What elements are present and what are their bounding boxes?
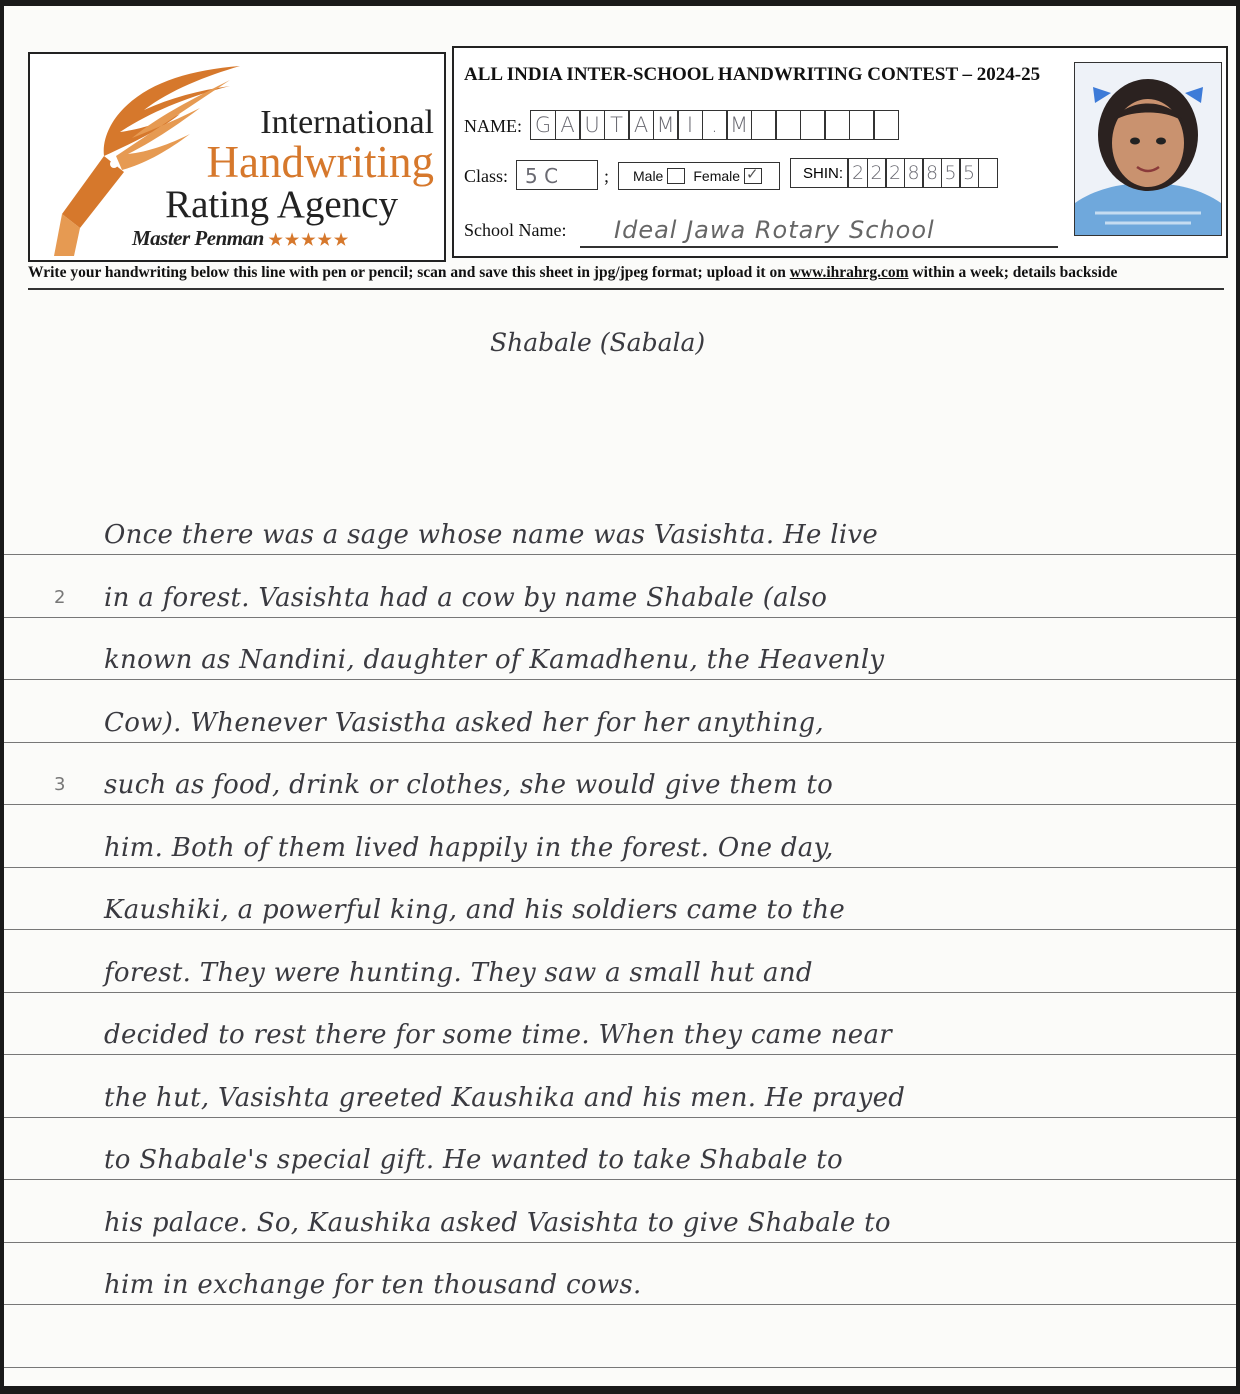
- logo-line-4: [132, 226, 350, 251]
- shin-char-cell[interactable]: 5: [959, 158, 979, 188]
- essay-line: him in exchange for ten thousand cows.: [104, 1270, 642, 1300]
- gender-field: [618, 162, 780, 190]
- essay-title: Shabale (Sabala): [490, 328, 706, 357]
- ruled-line: [4, 929, 1236, 930]
- ruled-line: [4, 804, 1236, 805]
- essay-line: forest. They were hunting. They saw a small hut and: [104, 958, 813, 988]
- class-label: Class:: [464, 166, 509, 186]
- name-char-cell[interactable]: G: [530, 110, 556, 140]
- essay-line: decided to rest there for some time. When they came near: [104, 1020, 892, 1050]
- separator: ;: [604, 166, 610, 186]
- logo-master-penman: Master Penman: [132, 226, 264, 250]
- female-checkbox[interactable]: [744, 168, 762, 184]
- ruled-line: [4, 742, 1236, 743]
- class-field[interactable]: 5 C: [516, 160, 598, 190]
- name-char-cell[interactable]: U: [579, 110, 605, 140]
- name-char-cell[interactable]: [775, 110, 801, 140]
- ruled-line: [4, 1367, 1236, 1368]
- essay-line: to Shabale's special gift. He wanted to take Shabale to: [104, 1145, 843, 1175]
- logo-line-3: Rating Agency: [165, 183, 398, 226]
- essay-line: Cow). Whenever Vasistha asked her for her anything,: [104, 708, 824, 738]
- agency-logo: [28, 52, 446, 262]
- name-char-cell[interactable]: A: [555, 110, 581, 140]
- name-char-cell[interactable]: A: [628, 110, 654, 140]
- shin-char-cell[interactable]: 8: [904, 158, 924, 188]
- ruled-line: [4, 1304, 1236, 1305]
- ruled-line: [4, 1117, 1236, 1118]
- male-checkbox[interactable]: [667, 168, 685, 184]
- name-char-cell[interactable]: M: [726, 110, 752, 140]
- shin-char-cell[interactable]: 2: [848, 158, 868, 188]
- school-label: School Name:: [464, 220, 567, 240]
- essay-line: Once there was a sage whose name was Vasishta. He live: [104, 520, 879, 550]
- margin-number: 3: [54, 774, 66, 795]
- name-char-cell[interactable]: [800, 110, 826, 140]
- shin-char-cell[interactable]: [978, 158, 998, 188]
- student-photo-icon: [1075, 63, 1221, 235]
- name-char-cell[interactable]: T: [604, 110, 630, 140]
- essay-line: the hut, Vasishta greeted Kaushika and his men. He prayed: [104, 1083, 906, 1113]
- ruled-line: [4, 1054, 1236, 1055]
- name-char-cell[interactable]: [824, 110, 850, 140]
- name-field[interactable]: [530, 110, 898, 140]
- margin-number: 2: [54, 587, 66, 608]
- name-label: NAME:: [464, 116, 522, 136]
- name-char-cell[interactable]: M: [653, 110, 679, 140]
- shin-char-cell[interactable]: 5: [941, 158, 961, 188]
- ruled-line: [4, 1179, 1236, 1180]
- shin-char-cell[interactable]: 2: [885, 158, 905, 188]
- name-char-cell[interactable]: [873, 110, 899, 140]
- student-photo: [1074, 62, 1222, 236]
- school-underline: [580, 246, 1058, 248]
- shin-char-cell[interactable]: 8: [922, 158, 942, 188]
- instruction-text-after: within a week; details backside: [908, 264, 1118, 281]
- logo-line-1: International: [260, 104, 434, 141]
- name-char-cell[interactable]: I: [677, 110, 703, 140]
- essay-line: Kaushiki, a powerful king, and his soldiers came to the: [104, 895, 846, 925]
- shin-field[interactable]: [848, 158, 996, 188]
- essay-line: in a forest. Vasishta had a cow by name Shabale (also: [104, 583, 828, 613]
- ruled-line: [4, 1242, 1236, 1243]
- ruled-line: [4, 554, 1236, 555]
- top-rule: [28, 288, 1224, 290]
- contest-title: ALL INDIA INTER-SCHOOL HANDWRITING CONTEST – 2024-25: [464, 64, 1041, 85]
- logo-line-2: Handwriting: [206, 137, 434, 187]
- essay-line: his palace. So, Kaushika asked Vasishta to give Shabale to: [104, 1208, 891, 1238]
- male-label: Male: [633, 168, 664, 184]
- female-label: Female: [693, 168, 741, 184]
- website-link[interactable]: www.ihrahrg.com: [789, 264, 909, 281]
- essay-line: known as Nandini, daughter of Kamadhenu, the Heavenly: [104, 645, 885, 675]
- name-char-cell[interactable]: .: [702, 110, 728, 140]
- name-char-cell[interactable]: [849, 110, 875, 140]
- star-rating-icon: ★★★★★: [268, 232, 351, 249]
- essay-line: such as food, drink or clothes, she would give them to: [104, 770, 834, 800]
- ruled-line: [4, 679, 1236, 680]
- instruction-line: [28, 264, 1224, 282]
- student-info-box: [452, 46, 1228, 258]
- instruction-text-before: Write your handwriting below this line with pen or pencil; scan and save this sheet in jpg/jpeg format; upload it on: [28, 264, 790, 281]
- name-char-cell[interactable]: [751, 110, 777, 140]
- shin-label: SHIN:: [790, 158, 848, 188]
- essay-line: him. Both of them lived happily in the forest. One day,: [104, 833, 834, 863]
- ruled-line: [4, 617, 1236, 618]
- handwriting-sheet: [4, 6, 1236, 1386]
- ruled-line: [4, 867, 1236, 868]
- shin-char-cell[interactable]: 2: [867, 158, 887, 188]
- ruled-line: [4, 992, 1236, 993]
- school-name-field[interactable]: Ideal Jawa Rotary School: [614, 216, 935, 244]
